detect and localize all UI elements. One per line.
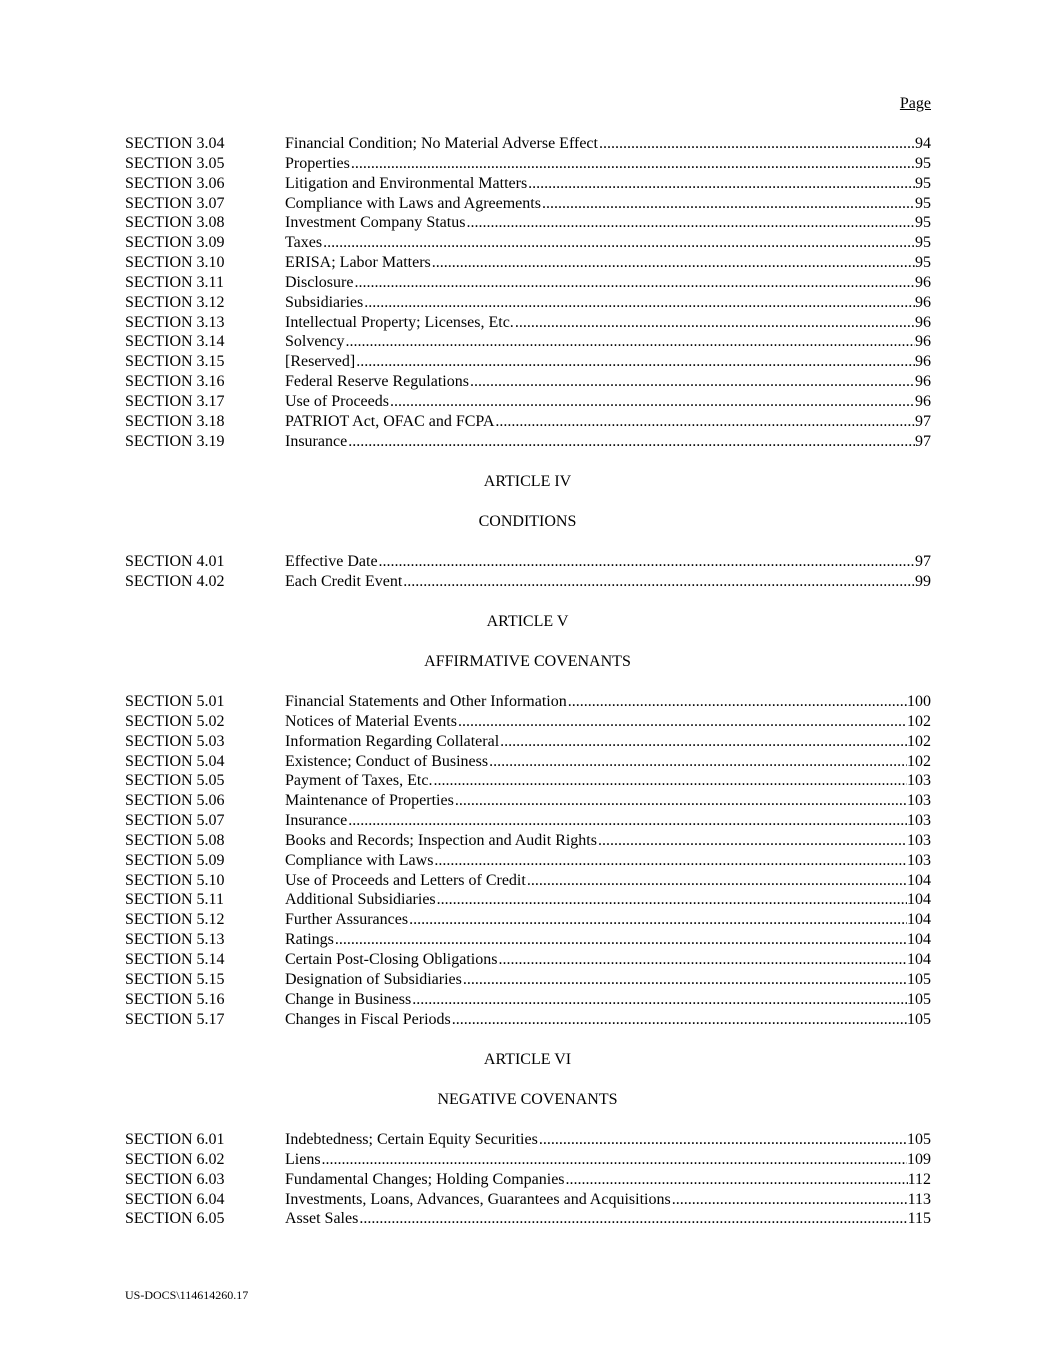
- section-page-number: 103: [907, 772, 931, 790]
- dot-leader: [411, 990, 907, 1010]
- section-number: SECTION 3.10: [125, 254, 225, 272]
- section-page-number: 96: [915, 313, 931, 331]
- section-number: SECTION 5.11: [125, 891, 224, 909]
- section-title: Insurance: [285, 812, 348, 830]
- toc-entry[interactable]: [125, 831, 931, 851]
- section-page-number: 95: [915, 194, 931, 212]
- section-number: SECTION 5.06: [125, 792, 225, 810]
- section-title: Existence; Conduct of Business: [285, 752, 489, 770]
- dot-leader: [363, 293, 915, 313]
- section-title: Financial Condition; No Material Adverse Effect: [285, 135, 598, 152]
- section-page-number: 95: [915, 214, 931, 232]
- section-title: Investment Company Status: [285, 214, 466, 232]
- toc-entry[interactable]: [125, 811, 931, 831]
- dot-leader: [389, 392, 915, 412]
- dot-leader: [497, 950, 907, 970]
- article-6-number: ARTICLE VI: [483, 1051, 572, 1068]
- section-title: Intellectual Property; Licenses, Etc.: [285, 313, 514, 331]
- section-page-number: 104: [907, 891, 931, 909]
- section-page-number: 103: [907, 812, 931, 830]
- section-page-number: 99: [915, 572, 931, 590]
- dot-leader: [462, 970, 907, 990]
- section-number: SECTION 3.11: [125, 273, 224, 291]
- section-title: Change in Business: [285, 990, 412, 1008]
- section-number: SECTION 3.06: [125, 174, 225, 192]
- article-4-title: CONDITIONS: [478, 513, 577, 530]
- dot-leader: [526, 871, 907, 891]
- dot-leader: [408, 910, 907, 930]
- section-title: Solvency: [285, 333, 345, 351]
- article-5-number: ARTICLE V: [486, 613, 569, 630]
- section-title: Fundamental Changes; Holding Companies: [285, 1170, 565, 1188]
- section-page-number: 94: [915, 135, 931, 152]
- toc-block-article-6: [125, 1130, 931, 1229]
- dot-leader: [527, 174, 915, 194]
- toc-entry[interactable]: [125, 372, 931, 392]
- dot-leader: [347, 811, 907, 831]
- section-page-number: 102: [907, 732, 931, 750]
- dot-leader: [321, 1150, 907, 1170]
- dot-leader: [436, 890, 907, 910]
- section-page-number: 96: [915, 353, 931, 371]
- section-page-number: 96: [915, 273, 931, 291]
- section-page-number: 102: [907, 752, 931, 770]
- section-number: SECTION 3.07: [125, 194, 225, 212]
- section-title: Taxes: [285, 234, 323, 252]
- section-page-number: 102: [907, 712, 931, 730]
- dot-leader: [469, 372, 915, 392]
- section-page-number: 96: [915, 373, 931, 391]
- section-page-number: 96: [915, 392, 931, 410]
- section-number: SECTION 5.14: [125, 950, 225, 968]
- section-number: SECTION 3.12: [125, 293, 225, 311]
- section-page-number: 104: [907, 931, 931, 949]
- toc-entry[interactable]: [125, 313, 931, 333]
- section-title: Insurance: [285, 432, 348, 450]
- toc-entry[interactable]: [125, 990, 931, 1010]
- section-page-number: 105: [907, 970, 931, 988]
- toc-entry[interactable]: [125, 154, 931, 174]
- toc-entry[interactable]: [125, 253, 931, 273]
- toc-entry[interactable]: [125, 890, 931, 910]
- dot-leader: [671, 1190, 908, 1210]
- section-number: SECTION 5.15: [125, 970, 225, 988]
- section-number: SECTION 6.01: [125, 1131, 225, 1148]
- section-number: SECTION 3.13: [125, 313, 225, 331]
- dot-leader: [451, 1010, 907, 1030]
- section-number: SECTION 3.16: [125, 373, 225, 391]
- dot-leader: [538, 1130, 907, 1150]
- dot-leader: [322, 233, 915, 253]
- section-title: Effective Date: [285, 553, 378, 570]
- section-page-number: 96: [915, 293, 931, 311]
- document-id-footer: US-DOCS\114614260.17: [125, 1288, 249, 1302]
- toc-entry[interactable]: [125, 1130, 931, 1150]
- section-title: Books and Records; Inspection and Audit Rights: [285, 831, 597, 849]
- toc-entry[interactable]: [125, 273, 931, 293]
- toc-entry[interactable]: [125, 572, 931, 592]
- section-number: SECTION 3.18: [125, 412, 225, 430]
- section-title: Ratings: [285, 931, 334, 949]
- section-number: SECTION 5.17: [125, 1010, 225, 1028]
- article-5-title: AFFIRMATIVE COVENANTS: [424, 653, 631, 670]
- toc-entry[interactable]: [125, 851, 931, 871]
- dot-leader: [454, 791, 907, 811]
- section-page-number: 104: [907, 911, 931, 929]
- section-page-number: 103: [907, 851, 931, 869]
- toc-entry[interactable]: [125, 134, 931, 154]
- toc-entry[interactable]: [125, 712, 931, 732]
- section-number: SECTION 6.04: [125, 1190, 225, 1208]
- toc-entry[interactable]: [125, 174, 931, 194]
- section-title: Financial Statements and Other Information: [285, 693, 567, 710]
- section-page-number: 105: [907, 1131, 931, 1148]
- section-number: SECTION 3.19: [125, 432, 225, 450]
- toc-entry[interactable]: [125, 732, 931, 752]
- toc-entry[interactable]: [125, 412, 931, 432]
- section-title: Subsidiaries: [285, 293, 364, 311]
- section-title: Additional Subsidiaries: [285, 891, 436, 909]
- section-page-number: 97: [915, 412, 931, 430]
- section-number: SECTION 5.05: [125, 772, 225, 790]
- toc-entry[interactable]: [125, 233, 931, 253]
- section-page-number: 95: [915, 234, 931, 252]
- section-number: SECTION 3.09: [125, 234, 225, 252]
- toc-entry[interactable]: [125, 910, 931, 930]
- section-title: Federal Reserve Regulations: [285, 373, 469, 391]
- article-4-number: ARTICLE IV: [483, 473, 572, 490]
- section-number: SECTION 5.09: [125, 851, 225, 869]
- section-page-number: 103: [907, 792, 931, 810]
- section-number: SECTION 5.12: [125, 911, 225, 929]
- section-title: [Reserved]: [285, 353, 356, 371]
- section-number: SECTION 5.13: [125, 931, 225, 949]
- dot-leader: [565, 1170, 908, 1190]
- section-title: Certain Post-Closing Obligations: [285, 950, 498, 968]
- section-title: Payment of Taxes, Etc.: [285, 772, 433, 790]
- dot-leader: [541, 194, 915, 214]
- section-page-number: 96: [915, 333, 931, 351]
- toc-entry[interactable]: [125, 392, 931, 412]
- article-6-title: NEGATIVE COVENANTS: [437, 1091, 618, 1108]
- toc-entry[interactable]: [125, 970, 931, 990]
- dot-leader: [499, 732, 907, 752]
- toc-entry[interactable]: [125, 1150, 931, 1170]
- dot-leader: [347, 432, 915, 452]
- section-number: SECTION 3.05: [125, 154, 225, 172]
- section-page-number: 95: [915, 254, 931, 272]
- section-number: SECTION 5.04: [125, 752, 225, 770]
- dot-leader: [432, 771, 907, 791]
- toc-entry[interactable]: [125, 332, 931, 352]
- toc-entry[interactable]: [125, 213, 931, 233]
- toc-entry[interactable]: [125, 1010, 931, 1030]
- dot-leader: [494, 412, 915, 432]
- dot-leader: [488, 752, 907, 772]
- toc-entry[interactable]: [125, 1209, 931, 1229]
- toc-entry[interactable]: [125, 752, 931, 772]
- section-page-number: 104: [907, 871, 931, 889]
- section-title: Indebtedness; Certain Equity Securities: [285, 1131, 538, 1148]
- toc-entry[interactable]: [125, 293, 931, 313]
- section-title: Maintenance of Properties: [285, 792, 454, 810]
- section-number: SECTION 5.01: [125, 693, 225, 710]
- toc-entry[interactable]: [125, 771, 931, 791]
- section-title: Designation of Subsidiaries: [285, 970, 462, 988]
- toc-entry[interactable]: [125, 194, 931, 214]
- section-title: Each Credit Event: [285, 572, 403, 590]
- section-title: ERISA; Labor Matters: [285, 254, 431, 272]
- section-number: SECTION 6.03: [125, 1170, 225, 1188]
- toc-entry[interactable]: [125, 692, 931, 712]
- dot-leader: [402, 572, 915, 592]
- section-title: PATRIOT Act, OFAC and FCPA: [285, 412, 495, 430]
- section-page-number: 105: [907, 1010, 931, 1028]
- section-number: SECTION 5.10: [125, 871, 225, 889]
- section-title: Litigation and Environmental Matters: [285, 174, 528, 192]
- toc-entry[interactable]: [125, 791, 931, 811]
- dot-leader: [378, 552, 915, 572]
- section-page-number: 97: [915, 432, 931, 450]
- dot-leader: [358, 1209, 907, 1229]
- toc-entry[interactable]: [125, 930, 931, 950]
- section-number: SECTION 5.03: [125, 732, 225, 750]
- dot-leader: [345, 332, 915, 352]
- section-number: SECTION 5.16: [125, 990, 225, 1008]
- section-number: SECTION 4.02: [125, 572, 225, 590]
- dot-leader: [431, 253, 915, 273]
- toc-block-article-4: [125, 552, 931, 592]
- toc-entry[interactable]: [125, 950, 931, 970]
- dot-leader: [598, 134, 915, 154]
- section-title: Properties: [285, 154, 350, 172]
- dot-leader: [334, 930, 907, 950]
- section-number: SECTION 3.14: [125, 333, 225, 351]
- dot-leader: [465, 213, 915, 233]
- section-number: SECTION 3.17: [125, 392, 225, 410]
- section-number: SECTION 3.08: [125, 214, 225, 232]
- section-title: Changes in Fiscal Periods: [285, 1010, 451, 1028]
- section-number: SECTION 3.15: [125, 353, 225, 371]
- section-number: SECTION 5.07: [125, 812, 225, 830]
- page-column-label: Page: [899, 95, 931, 112]
- section-page-number: 115: [907, 1210, 931, 1228]
- toc-entry[interactable]: [125, 1190, 931, 1210]
- section-title: Disclosure: [285, 273, 354, 291]
- section-number: SECTION 6.02: [125, 1150, 225, 1168]
- toc-entry[interactable]: [125, 432, 931, 452]
- section-number: SECTION 5.08: [125, 831, 225, 849]
- dot-leader: [514, 313, 915, 333]
- section-title: Investments, Loans, Advances, Guarantees and Acquisitions: [285, 1190, 671, 1208]
- section-title: Compliance with Laws: [285, 851, 434, 869]
- section-number: SECTION 4.01: [125, 553, 225, 570]
- section-title: Compliance with Laws and Agreements: [285, 194, 541, 212]
- toc-entry[interactable]: [125, 871, 931, 891]
- section-title: Asset Sales: [285, 1210, 359, 1228]
- section-page-number: 103: [907, 831, 931, 849]
- section-page-number: 95: [915, 154, 931, 172]
- toc-entry[interactable]: [125, 1170, 931, 1190]
- toc-block-article-5: [125, 692, 931, 1029]
- section-page-number: 104: [907, 950, 931, 968]
- section-page-number: 100: [907, 693, 931, 710]
- section-title: Notices of Material Events: [285, 712, 457, 730]
- section-page-number: 105: [907, 990, 931, 1008]
- toc-entry[interactable]: [125, 552, 931, 572]
- toc-block-article-3: [125, 134, 931, 452]
- dot-leader: [567, 692, 907, 712]
- section-number: SECTION 3.04: [125, 135, 225, 152]
- section-page-number: 95: [915, 174, 931, 192]
- dot-leader: [457, 712, 907, 732]
- section-title: Further Assurances: [285, 911, 409, 929]
- section-page-number: 97: [915, 553, 931, 570]
- section-title: Information Regarding Collateral: [285, 732, 500, 750]
- section-number: SECTION 6.05: [125, 1210, 225, 1228]
- toc-entry[interactable]: [125, 352, 931, 372]
- dot-leader: [353, 273, 915, 293]
- section-title: Liens: [285, 1150, 321, 1168]
- section-page-number: 112: [907, 1170, 931, 1188]
- section-page-number: 109: [907, 1150, 931, 1168]
- section-page-number: 113: [907, 1190, 931, 1208]
- dot-leader: [355, 352, 915, 372]
- dot-leader: [350, 154, 915, 174]
- dot-leader: [597, 831, 907, 851]
- section-title: Use of Proceeds: [285, 392, 389, 410]
- section-number: SECTION 5.02: [125, 712, 225, 730]
- section-title: Use of Proceeds and Letters of Credit: [285, 871, 526, 889]
- dot-leader: [433, 851, 907, 871]
